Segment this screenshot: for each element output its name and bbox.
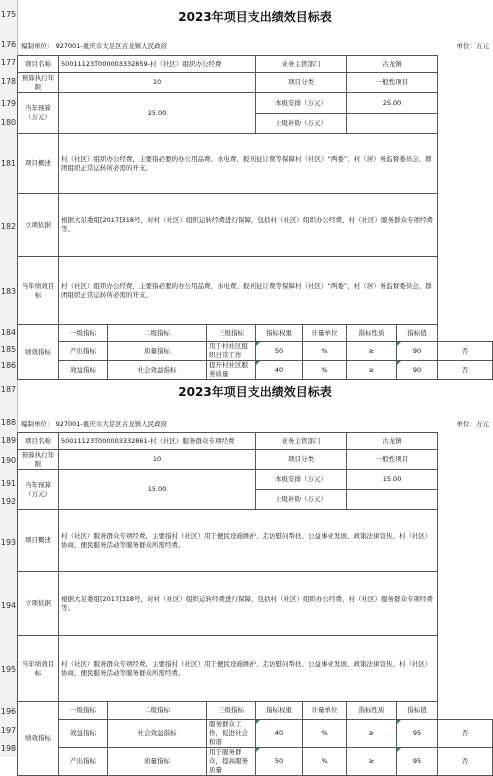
core-cell[interactable]: 否 xyxy=(438,342,493,361)
level1-cell[interactable]: 产出指标 xyxy=(59,748,108,776)
core-cell[interactable]: 否 xyxy=(438,361,493,380)
subsidy-cell[interactable] xyxy=(347,490,438,510)
category-label[interactable]: 项目分类 xyxy=(256,73,347,93)
row-number[interactable]: 180 xyxy=(0,118,17,127)
target-form-table xyxy=(17,55,493,380)
goal-row xyxy=(18,636,493,702)
row-number[interactable]: 195 xyxy=(0,665,17,674)
level2-cell[interactable]: 质量指标 xyxy=(108,342,207,361)
unit-label: 编制单位： 927001-重庆市大足区古龙镇人民政府 xyxy=(21,42,168,50)
header-cell[interactable]: 三级指标 xyxy=(207,325,256,342)
row-number[interactable]: 191 xyxy=(0,479,17,488)
row-number[interactable]: 192 xyxy=(0,497,17,506)
row-number-column xyxy=(0,0,18,757)
overview-row xyxy=(18,510,493,572)
category-cell[interactable]: 一般性项目 xyxy=(347,450,438,470)
budget-cell[interactable]: 15.00 xyxy=(59,470,256,510)
level2-cell[interactable]: 质量指标 xyxy=(108,748,207,776)
unit-name: 927001-重庆市大足区古龙镇人民政府 xyxy=(55,420,168,428)
row-number[interactable]: 198 xyxy=(0,744,17,753)
overview-label[interactable]: 项目概述 xyxy=(18,510,59,572)
overview-row xyxy=(18,134,493,194)
core-cell[interactable]: 否 xyxy=(438,748,493,776)
header-cell[interactable]: 指标性质 xyxy=(347,325,397,342)
project-name-cell[interactable]: 50011123T000003332861-村（社区）服务群众专项经费 xyxy=(59,433,256,450)
unit-cell[interactable]: % xyxy=(303,748,347,776)
period-cell[interactable]: 10 xyxy=(59,450,256,470)
budget-label[interactable]: 当年预算（万元） xyxy=(18,93,59,134)
table-row xyxy=(18,361,493,380)
budget-row xyxy=(18,93,493,114)
header-cell[interactable]: 指标值 xyxy=(397,325,438,342)
row-number[interactable]: 175 xyxy=(0,10,17,19)
header-cell[interactable]: 计量单位 xyxy=(303,702,347,720)
budget-row xyxy=(18,470,493,490)
local-cell[interactable]: 25.00 xyxy=(347,93,438,114)
dept-label[interactable]: 业务主管部门 xyxy=(256,56,347,73)
basis-label[interactable]: 立项依据 xyxy=(18,572,59,636)
table-title: 2023年项目支出绩效目标表 xyxy=(178,10,332,24)
level2-cell[interactable]: 社会效益指标 xyxy=(108,361,207,380)
table-row xyxy=(18,720,493,748)
project-name-cell[interactable]: 50011123T000003332859-村（社区）组织办公经费 xyxy=(59,56,256,73)
weight-cell[interactable]: 50 xyxy=(256,748,303,776)
row-number[interactable]: 190 xyxy=(0,456,17,465)
goal-label[interactable]: 当年绩效目标 xyxy=(18,636,59,702)
basis-row xyxy=(18,572,493,636)
row-number[interactable]: 197 xyxy=(0,726,17,735)
nature-cell[interactable]: ≥ xyxy=(347,342,397,361)
weight-cell[interactable]: 50 xyxy=(256,342,303,361)
row-number[interactable]: 179 xyxy=(0,99,17,108)
row-number[interactable]: 189 xyxy=(0,436,17,445)
nature-cell[interactable]: ≥ xyxy=(347,361,397,380)
header-cell[interactable]: 二级指标 xyxy=(108,702,207,720)
row-number[interactable]: 196 xyxy=(0,707,17,716)
row-number[interactable]: 188 xyxy=(0,418,17,427)
unit-label: 编制单位： 927001-重庆市大足区古龙镇人民政府 xyxy=(21,420,168,428)
local-cell[interactable]: 15.00 xyxy=(347,470,438,490)
header-cell[interactable]: 一级指标 xyxy=(59,702,108,720)
level2-cell[interactable]: 社会效益指标 xyxy=(108,720,207,748)
row-number[interactable]: 182 xyxy=(0,222,17,231)
unit-cell[interactable]: % xyxy=(303,361,347,380)
project-name-label[interactable]: 项目名称 xyxy=(18,433,59,450)
level3-cell[interactable]: 用于服务群众，提高服务质量 xyxy=(207,748,256,776)
row-number[interactable]: 177 xyxy=(0,58,17,67)
local-label[interactable]: 本级安排（万元） xyxy=(256,93,347,114)
level1-cell[interactable]: 效益指标 xyxy=(59,361,108,380)
row-number[interactable]: 178 xyxy=(0,77,17,86)
goal-cell[interactable]: 村（社区）组织办公经费，主要指必要的办公用品费、水电费、报刊征订费等保障村（社区）“两委”、村（居）务监督委员会、群团组织正常运转所必需的开支。 xyxy=(59,257,438,325)
unit-cell[interactable]: % xyxy=(303,342,347,361)
unit-cell[interactable]: % xyxy=(303,720,347,748)
header-cell[interactable]: 指标值 xyxy=(397,702,438,720)
value-cell[interactable]: 95 xyxy=(397,748,438,776)
project-name-row xyxy=(18,433,493,450)
core-cell[interactable]: 否 xyxy=(438,720,493,748)
basis-cell[interactable]: 根据大足委组[2017]318号，对村（社区）组织运转经费进行保障，包括村（社区）组织办公经费、村（社区）服务群众专项经费等。 xyxy=(59,194,438,257)
currency-unit: 单位：万元 xyxy=(456,420,489,428)
overview-cell[interactable]: 村（社区）组织办公经费，主要指必要的办公用品费、水电费、报刊征订费等保障村（社区）“两委”、村（居）务监督委员会、群团组织正常运转所必需的开支。 xyxy=(59,134,438,194)
indicator-label[interactable]: 绩效指标 xyxy=(18,325,59,380)
level3-cell[interactable]: 服务群众工作，促进社会和谐 xyxy=(207,720,256,748)
table-title: 2023年项目支出绩效目标表 xyxy=(178,385,332,399)
local-label[interactable]: 本级安排（万元） xyxy=(256,470,347,490)
project-name-label[interactable]: 项目名称 xyxy=(18,56,59,73)
dept-label[interactable]: 业务主管部门 xyxy=(256,433,347,450)
unit-name: 927001-重庆市大足区古龙镇人民政府 xyxy=(55,42,168,50)
subsidy-label[interactable]: 上级补助（万元） xyxy=(256,114,347,134)
row-number[interactable]: 193 xyxy=(0,538,17,547)
basis-row xyxy=(18,194,493,257)
nature-cell[interactable]: ≥ xyxy=(347,748,397,776)
level1-cell[interactable]: 产出指标 xyxy=(59,342,108,361)
row-number[interactable]: 194 xyxy=(0,601,17,610)
spreadsheet xyxy=(17,0,493,774)
header-cell[interactable]: 二级指标 xyxy=(108,325,207,342)
period-row xyxy=(18,450,493,470)
budget-label[interactable]: 当年预算（万元） xyxy=(18,470,59,510)
goal-label[interactable]: 当年绩效目标 xyxy=(18,257,59,325)
value-cell[interactable]: 90 xyxy=(397,342,438,361)
header-cell[interactable]: 指标性质 xyxy=(347,702,397,720)
row-number[interactable]: 185 xyxy=(0,345,17,354)
level1-cell[interactable]: 效益指标 xyxy=(59,720,108,748)
overview-cell[interactable]: 村（社区）服务群众专项经费，主要指村（社区）用于便民设施维护、走访慰问帮扶、公益事业发展、政策法律宣传、村（社区）协商、便民服务活动等服务群众所需经费。 xyxy=(59,510,438,572)
basis-label[interactable]: 立项依据 xyxy=(18,194,59,257)
header-cell[interactable]: 三级指标 xyxy=(207,702,256,720)
nature-cell[interactable]: ≥ xyxy=(347,720,397,748)
subsidy-label[interactable]: 上级补助（万元） xyxy=(256,490,347,510)
value-cell[interactable]: 95 xyxy=(397,720,438,748)
goal-cell[interactable]: 村（社区）服务群众专项经费，主要指村（社区）用于便民设施维护、走访慰问帮扶、公益事业发展、政策法律宣传、村（社区）协商、便民服务活动等服务群众所需经费。 xyxy=(59,636,438,702)
level3-cell[interactable]: 用于村社区组织日常工作 xyxy=(207,342,256,361)
dept-cell[interactable]: 古龙镇 xyxy=(347,56,438,73)
category-cell[interactable]: 一般性项目 xyxy=(347,73,438,93)
indicator-header-row xyxy=(18,702,493,720)
table-row xyxy=(18,748,493,776)
header-cell[interactable]: 指标权重 xyxy=(256,702,303,720)
header-cell[interactable]: 计量单位 xyxy=(303,325,347,342)
weight-cell[interactable]: 40 xyxy=(256,361,303,380)
weight-cell[interactable]: 40 xyxy=(256,720,303,748)
project-name-row xyxy=(18,56,493,73)
header-cell[interactable]: 一级指标 xyxy=(59,325,108,342)
value-cell[interactable]: 90 xyxy=(397,361,438,380)
goal-row xyxy=(18,257,493,325)
row-number[interactable]: 187 xyxy=(0,385,17,394)
category-label[interactable]: 项目分类 xyxy=(256,450,347,470)
row-number[interactable]: 184 xyxy=(0,328,17,337)
row-number[interactable]: 176 xyxy=(0,40,17,49)
overview-label[interactable]: 项目概述 xyxy=(18,134,59,194)
target-form-table xyxy=(17,432,493,776)
level3-cell[interactable]: 提升村社区服务质量 xyxy=(207,361,256,380)
period-label[interactable]: 预算执行年限 xyxy=(18,450,59,470)
header-cell[interactable]: 指标权重 xyxy=(256,325,303,342)
currency-unit: 单位：万元 xyxy=(456,42,489,50)
row-number[interactable]: 186 xyxy=(0,361,17,370)
period-cell[interactable]: 10 xyxy=(59,73,256,93)
period-label[interactable]: 预算执行年限 xyxy=(18,73,59,93)
row-number[interactable]: 181 xyxy=(0,159,17,168)
indicator-label[interactable]: 绩效指标 xyxy=(18,702,59,776)
row-number[interactable]: 183 xyxy=(0,287,17,296)
basis-cell[interactable]: 根据大足委组[2017]318号，对村（社区）组织运转经费进行保障，包括村（社区）组织办公经费、村（社区）服务群众专项经费等。 xyxy=(59,572,438,636)
budget-cell[interactable]: 25.00 xyxy=(59,93,256,134)
period-row xyxy=(18,73,493,93)
table-row xyxy=(18,342,493,361)
indicator-header-row xyxy=(18,325,493,342)
subsidy-cell[interactable] xyxy=(347,114,438,134)
dept-cell[interactable]: 古龙镇 xyxy=(347,433,438,450)
